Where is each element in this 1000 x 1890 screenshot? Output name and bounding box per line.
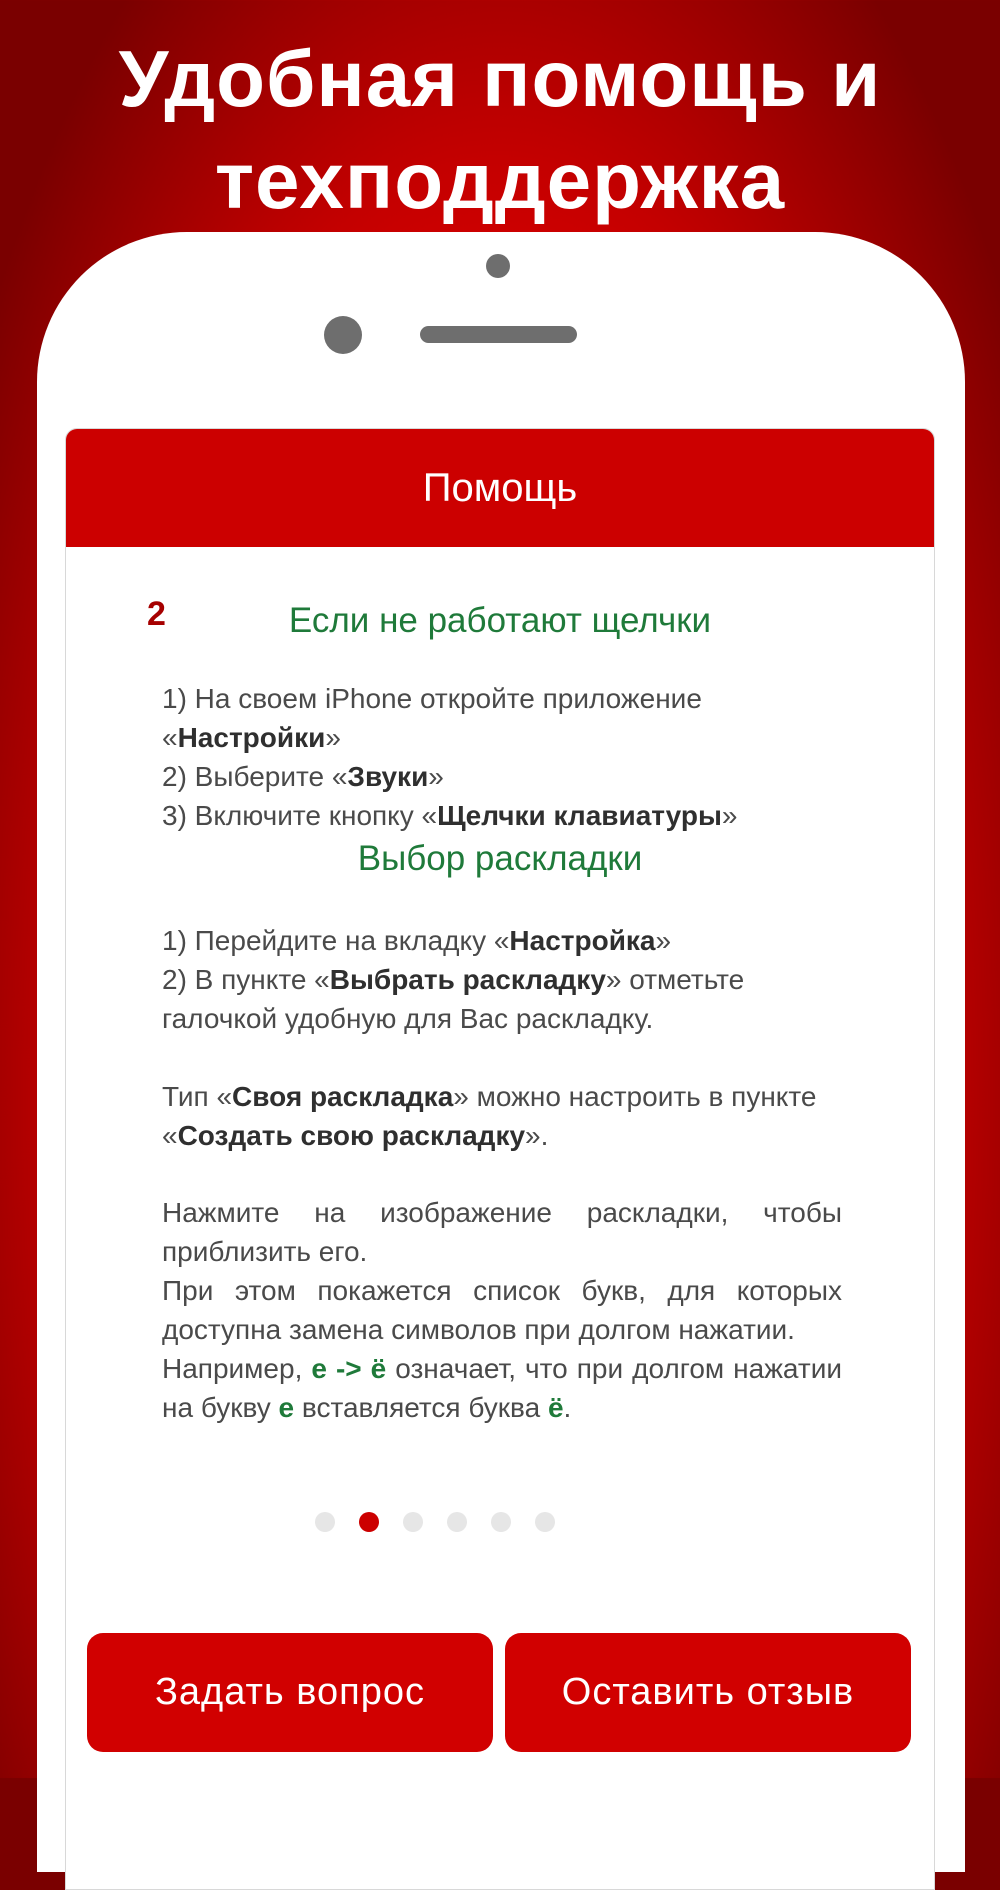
promo-title-line-2: техподдержка	[214, 136, 786, 225]
page-dot[interactable]	[447, 1512, 467, 1532]
zoom-note	[162, 1193, 842, 1427]
ask-question-button[interactable]: Задать вопрос	[87, 1633, 493, 1752]
layout-step-1: 1) Перейдите на вкладку «Настройка»	[162, 925, 672, 956]
page-dot-active[interactable]	[359, 1512, 379, 1532]
page-dot[interactable]	[535, 1512, 555, 1532]
phone-frame	[37, 232, 965, 1872]
section-title-clicks: Если не работают щелчки	[288, 601, 712, 640]
speaker-icon	[420, 326, 577, 343]
zoom-note-line-1: Нажмите на изображение раскладки, чтобы приблизить его.	[162, 1197, 842, 1267]
zoom-note-line-2: При этом покажется список букв, для которых доступна замена символов при долгом нажатии.	[162, 1275, 842, 1345]
page-dot[interactable]	[315, 1512, 335, 1532]
zoom-note-example: Например, е -> ё означает, что при долгом нажатии на букву е вставляется буква ё.	[162, 1353, 842, 1423]
camera-icon	[486, 254, 510, 278]
promo-title	[0, 28, 1000, 232]
instruction-line-2: 2) Выберите «Звуки»	[162, 761, 444, 792]
layout-instructions	[162, 921, 842, 1038]
page-indicator[interactable]	[0, 1512, 1000, 1532]
promo-title-line-1: Удобная помощь и	[118, 34, 882, 123]
leave-review-button[interactable]: Оставить отзыв	[505, 1633, 911, 1752]
instruction-line-1b: «Настройки»	[162, 722, 341, 753]
step-number: 2	[147, 595, 166, 633]
page-dot[interactable]	[403, 1512, 423, 1532]
section-title-layout: Выбор раскладки	[357, 839, 643, 878]
instruction-line-1: 1) На своем iPhone откройте приложение	[162, 683, 702, 714]
layout-step-2: 2) В пункте «Выбрать раскладку» отметьте галочкой удобную для Вас раскладку.	[162, 964, 745, 1034]
page-dot[interactable]	[491, 1512, 511, 1532]
nav-bar	[66, 429, 934, 547]
nav-title: Помощь	[422, 466, 578, 510]
custom-layout-note: Тип «Своя раскладка» можно настроить в пункте «Создать свою раскладку».	[162, 1081, 817, 1151]
clicks-instructions	[162, 679, 842, 835]
sensor-icon	[324, 316, 362, 354]
instruction-line-3: 3) Включите кнопку «Щелчки клавиатуры»	[162, 800, 738, 831]
